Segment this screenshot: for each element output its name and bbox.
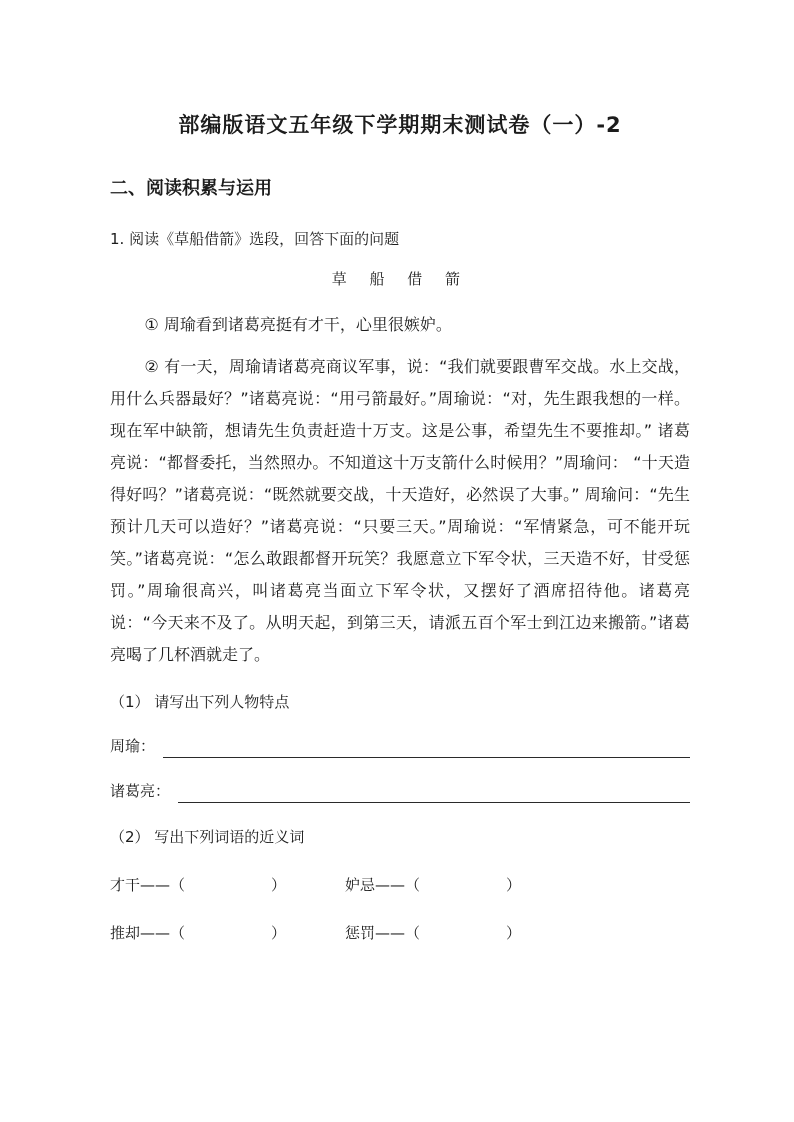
synonym-dash: ——	[140, 875, 171, 894]
synonym-word: 才干	[110, 875, 141, 894]
question-1-label: （1） 请写出下列人物特点	[110, 692, 290, 711]
answer-underline	[178, 782, 690, 803]
answer-space	[185, 937, 271, 938]
passage-paragraph-1: ① 周瑜看到诸葛亮挺有才干，心里很嫉妒。	[144, 314, 452, 334]
answer-space	[420, 937, 506, 938]
section-heading: 二、阅读积累与运用	[110, 178, 272, 200]
character-name-label: 诸葛亮：	[110, 781, 171, 800]
synonym-word: 妒忌	[345, 875, 376, 894]
synonym-row-2	[110, 923, 690, 944]
character-name-label: 周瑜：	[110, 736, 156, 755]
synonym-row-1	[110, 875, 690, 896]
close-paren: ）	[506, 875, 522, 894]
answer-underline	[163, 737, 690, 758]
open-paren: （	[170, 875, 186, 894]
close-paren: ）	[271, 875, 287, 894]
synonym-word: 推却	[110, 923, 141, 942]
passage-title: 草 船 借 箭	[331, 270, 469, 289]
synonym-item-duji	[345, 875, 580, 896]
synonym-item-caigan	[110, 875, 345, 896]
character-trait-row-zhugeliang	[110, 781, 690, 803]
close-paren: ）	[506, 923, 522, 942]
synonym-item-chengfa	[345, 923, 580, 944]
document-title: 部编版语文五年级下学期期末测试卷（一）-2	[178, 113, 622, 137]
synonym-dash: ——	[375, 875, 406, 894]
open-paren: （	[170, 923, 186, 942]
answer-space	[420, 889, 506, 890]
open-paren: （	[405, 923, 421, 942]
synonym-dash: ——	[375, 923, 406, 942]
character-trait-row-zhouyu	[110, 736, 690, 758]
answer-space	[185, 889, 271, 890]
synonym-dash: ——	[140, 923, 171, 942]
question-intro: 1. 阅读《草船借箭》选段，回答下面的问题	[110, 229, 400, 248]
passage-paragraph-2: ② 有一天，周瑜请诸葛亮商议军事，说：“我们就要跟曹军交战。水上交战，用什么兵器最好？”诸葛亮说：“用弓箭最好。”周瑜说：“对，先生跟我想的一样。现在军中缺箭，想请先生负责赶造十万支。这是公事，希望先生不要推却。” 诸葛亮说：“都督委托，当然照办。不知道这十万支箭什么时候用？”周瑜问： “十天造得好吗？”诸葛亮说：“既然就要交战，十天造好，必然误了大事。” 周瑜问：“先生预计几天可以造好？”诸葛亮说：“只要三天。”周瑜说：“军情紧急，可不能开玩笑。”诸葛亮说：“怎么敢跟都督开玩笑？我愿意立下军令状，三天造不好，甘受惩罚。”周瑜很高兴，叫诸葛亮当面立下军令状，又摆好了酒席招待他。诸葛亮说：“今天来不及了。从明天起，到第三天，请派五百个军士到江边来搬箭。”诸葛亮喝了几杯酒就走了。	[110, 356, 690, 664]
synonym-word: 惩罚	[345, 923, 376, 942]
synonym-item-tuique	[110, 923, 345, 944]
close-paren: ）	[271, 923, 287, 942]
open-paren: （	[405, 875, 421, 894]
question-2-label: （2） 写出下列词语的近义词	[110, 827, 305, 846]
